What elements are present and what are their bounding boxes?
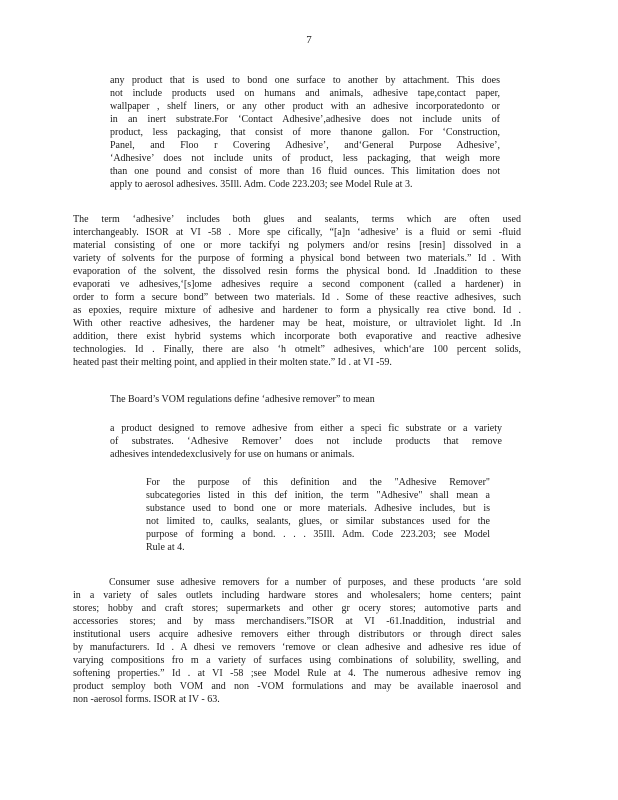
text-line: purpose of forming a bond. . . . 35Ill. Adm. Code 223.203; see Model	[146, 529, 490, 540]
text-line: Rule at 4.	[146, 542, 185, 553]
text-line: in a variety of sales outlets including hardware stores and wholesalers; home centers; paint	[73, 590, 521, 601]
text-line: evaporati ve adhesives,‘[s]ome adhesives require a second component (called a hardener) in	[73, 279, 521, 290]
text-line: product, less packaging, that consist of more thanone gallon. For ‘Construction,	[110, 127, 500, 138]
text-line: accessories stores; and by mass merchandisers.”ISOR at VI -61.Inaddition, industrial and	[73, 616, 521, 627]
text-line: addition, there exist hybrid systems which incorporate both evaporative and reactive adhesive	[73, 331, 521, 342]
text-line: not include products used on humans and animals, adhesive tape,contact paper,	[110, 88, 500, 99]
text-line: in an inert substrate.For ‘Contact Adhesive’,adhesive does not include units of	[110, 114, 500, 125]
text-line: Panel, and Floo r Covering Adhesive’, and‘General Purpose Adhesive’,	[110, 140, 500, 151]
text-line: evaporation of the solvent, the dissolved resin forms the physical bond. Id .Inaddition to these	[73, 266, 521, 277]
text-line: Consumer suse adhesive removers for a number of purposes, and these products ‘are sold	[109, 577, 521, 588]
text-line: of substrates. ‘Adhesive Remover’ does not include products that remove	[110, 436, 502, 447]
text-line: stores; hobby and craft stores; supermarkets and other gr ocery stores; automotive parts and	[73, 603, 521, 614]
text-line: material consisting of one or more tackifyi ng polymers and/or resins [resin] dissolved in a	[73, 240, 521, 251]
text-line: institutional users acquire adhesive removers either through distributors or through direct sales	[73, 629, 521, 640]
text-line: subcategories listed in this def inition, the term "Adhesive" shall mean a	[146, 490, 490, 501]
text-line: adhesives intendedexclusively for use on humans or animals.	[110, 449, 355, 460]
text-line: varying compositions fro m a variety of surfaces using combinations of solubility, swelling, and	[73, 655, 521, 666]
text-line: substance used to bond one or more materials. Adhesive includes, but is	[146, 503, 490, 514]
text-line: The Board’s VOM regulations define ‘adhesive remover” to mean	[110, 394, 375, 405]
text-line: by manufacturers. Id . A dhesi ve removers ‘remove or clean adhesive and adhesive res idue of	[73, 642, 521, 653]
text-line: The term ‘adhesive’ includes both glues and sealants, terms which are often used	[73, 214, 521, 225]
text-line: as epoxies, require mixture of adhesive and hardener to form a physically rea ctive bond. Id .	[73, 305, 521, 316]
text-line: wallpaper , shelf liners, or any other product with an adhesive incorporatedonto or	[110, 101, 500, 112]
text-line: With other reactive adhesives, the hardener may be heat, moisture, or ultraviolet light. Id .In	[73, 318, 521, 329]
text-line: technologies. Id . Finally, there are also ‘h otmelt” adhesives, which‘are 100 percent solids,	[73, 344, 521, 355]
text-line: non -aerosol forms. ISOR at IV - 63.	[73, 694, 220, 705]
text-line: not limited to, caulks, sealants, glues, or similar substances used for the	[146, 516, 490, 527]
text-line: a product designed to remove adhesive from either a speci fic substrate or a variety	[110, 423, 502, 434]
page-number: 7	[306, 34, 312, 46]
text-line: interchangeably. ISOR at VI -58 . More spe cifically, “[a]n ‘adhesive’ is a fluid or semi -fluid	[73, 227, 521, 238]
text-line: product semploy both VOM and non -VOM formulations and may be available inaerosol and	[73, 681, 521, 692]
text-line: variety of solvents for the purpose of forming a physical bond between two materials.” Id . With	[73, 253, 521, 264]
text-line: than one pound and consist of more than 16 fluid ounces. This limitation does not	[110, 166, 500, 177]
text-line: heated past their melting point, and applied in their molten state.” Id . at VI -59.	[73, 357, 392, 368]
text-line: any product that is used to bond one surface to another by attachment. This does	[110, 75, 500, 86]
text-line: softening properties.” Id . at VI -58 ;see Model Rule at 4. The numerous adhesive remov ing	[73, 668, 521, 679]
text-line: ‘Adhesive’ does not include units of product, less packaging, that weigh more	[110, 153, 500, 164]
text-line: apply to aerosol adhesives. 35Ill. Adm. Code 223.203; see Model Rule at 3.	[110, 179, 413, 190]
text-line: order to form a secure bond” between two materials. Id . Some of these reactive adhesives, such	[73, 292, 521, 303]
text-line: For the purpose of this definition and the "Adhesive Remover"	[146, 477, 490, 488]
